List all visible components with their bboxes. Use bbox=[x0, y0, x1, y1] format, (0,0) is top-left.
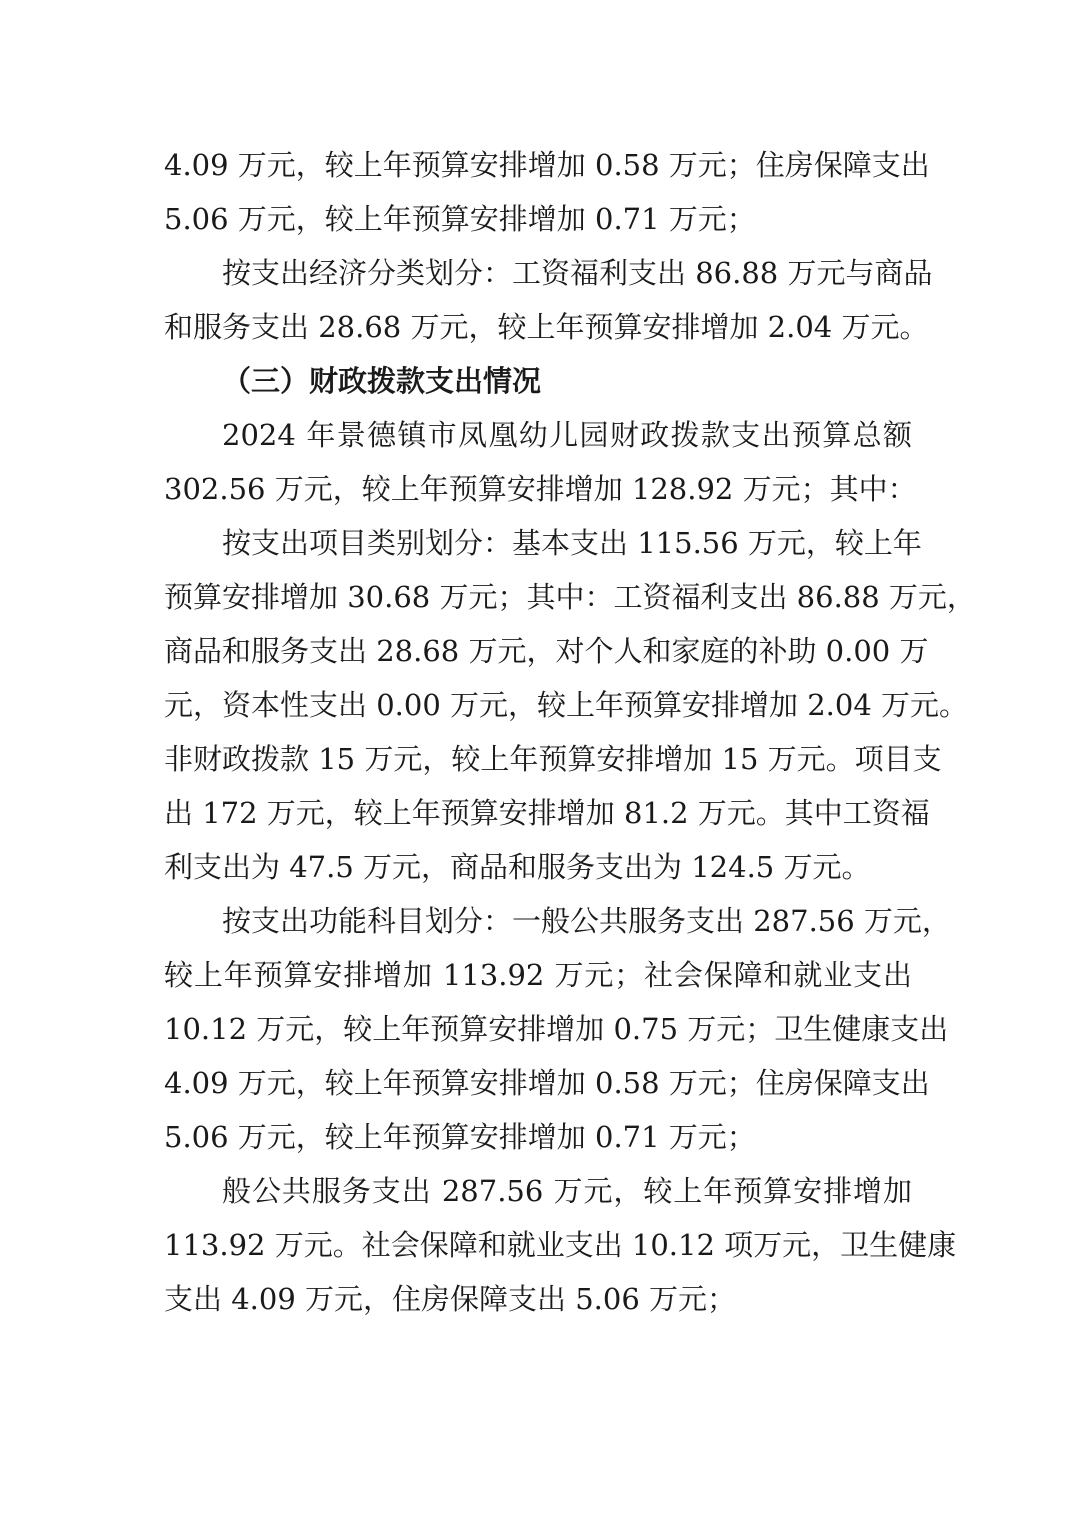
text-line: 支出 4.09 万元，住房保障支出 5.06 万元； bbox=[164, 1282, 737, 1316]
document-page bbox=[164, 138, 976, 1326]
text-line: 利支出为 47.5 万元，商品和服务支出为 124.5 万元。 bbox=[164, 850, 871, 884]
paragraph-project-category bbox=[164, 516, 976, 894]
text-line: 预算安排增加 30.68 万元；其中：工资福利支出 86.88 万元， bbox=[164, 580, 976, 614]
paragraph-p1 bbox=[164, 138, 930, 246]
paragraph-functional-subject bbox=[164, 894, 951, 1164]
text-line: 4.09 万元，较上年预算安排增加 0.58 万元；住房保障支出 bbox=[164, 1066, 930, 1100]
text-line: 302.56 万元，较上年预算安排增加 128.92 万元；其中： bbox=[164, 472, 917, 506]
text-line: 出 172 万元，较上年预算安排增加 81.2 万元。其中工资福 bbox=[164, 796, 930, 830]
text-line: 商品和服务支出 28.68 万元，对个人和家庭的补助 0.00 万 bbox=[164, 634, 929, 668]
text-line: 10.12 万元，较上年预算安排增加 0.75 万元；卫生健康支出 bbox=[164, 1012, 949, 1046]
paragraph-economic-classification bbox=[164, 246, 933, 354]
text-line: 5.06 万元，较上年预算安排增加 0.71 万元； bbox=[164, 1120, 756, 1154]
text-line: 2024 年景德镇市凤凰幼儿园财政拨款支出预算总额 bbox=[222, 418, 912, 452]
text-line: 按支出功能科目划分：一般公共服务支出 287.56 万元， bbox=[222, 904, 951, 938]
paragraph-public-service bbox=[164, 1164, 957, 1326]
text-line: 4.09 万元，较上年预算安排增加 0.58 万元；住房保障支出 bbox=[164, 148, 930, 182]
text-line: 较上年预算安排增加 113.92 万元；社会保障和就业支出 bbox=[164, 958, 912, 992]
section-heading: （三）财政拨款支出情况 bbox=[222, 364, 542, 398]
text-line: 5.06 万元，较上年预算安排增加 0.71 万元； bbox=[164, 202, 756, 236]
text-line: 非财政拨款 15 万元，较上年预算安排增加 15 万元。项目支 bbox=[164, 742, 942, 776]
text-line: 元，资本性支出 0.00 万元，较上年预算安排增加 2.04 万元。 bbox=[164, 688, 969, 722]
text-line: 和服务支出 28.68 万元，较上年预算安排增加 2.04 万元。 bbox=[164, 310, 929, 344]
text-line: 般公共服务支出 287.56 万元，较上年预算安排增加 bbox=[222, 1174, 912, 1208]
paragraph-total-budget bbox=[164, 408, 917, 516]
text-line: 113.92 万元。社会保障和就业支出 10.12 项万元，卫生健康 bbox=[164, 1228, 957, 1262]
text-line: 按支出项目类别划分：基本支出 115.56 万元，较上年 bbox=[222, 526, 922, 560]
text-line: 按支出经济分类划分：工资福利支出 86.88 万元与商品 bbox=[222, 256, 933, 290]
